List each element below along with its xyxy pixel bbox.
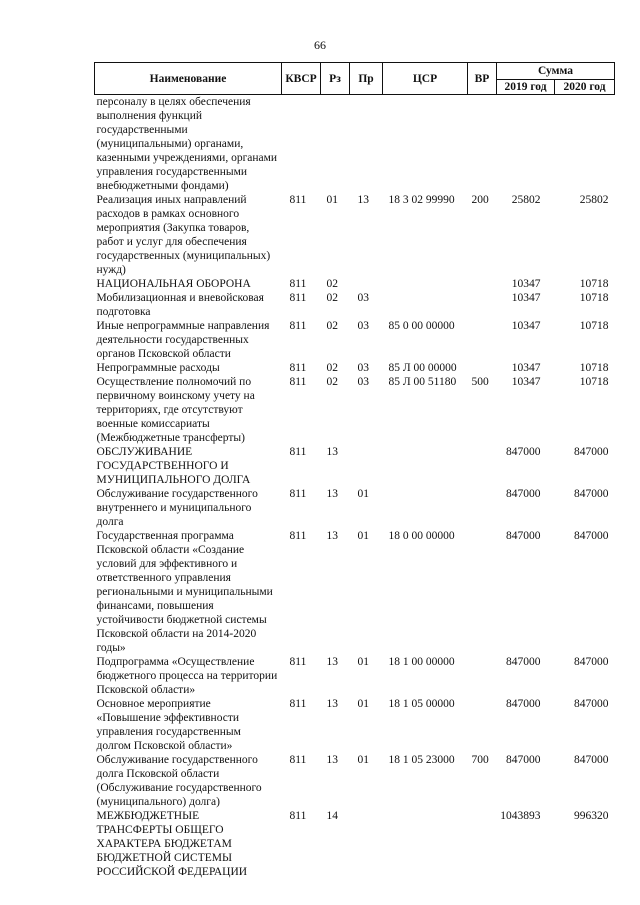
cell-name: НАЦИОНАЛЬНАЯ ОБОРОНА: [96, 278, 251, 290]
cell-csr: [383, 487, 468, 529]
header-year-2020: 2020 год: [555, 80, 615, 95]
table-row: [95, 753, 615, 809]
table-row: [95, 445, 615, 487]
cell-y2020: 10718: [579, 292, 609, 304]
cell-rz: 02: [326, 376, 338, 388]
cell-y2020: 996320: [574, 810, 609, 822]
cell-name: Обслуживание государственного долга Псковской области (Обслуживание государственного (муниципального) долга): [96, 754, 262, 808]
cell-csr: 18 1 00 00000: [388, 656, 455, 668]
cell-name: ОБСЛУЖИВАНИЕ ГОСУДАРСТВЕННОГО И МУНИЦИПАЛЬНОГО ДОЛГА: [96, 446, 251, 486]
cell-kvsr: 811: [289, 754, 307, 766]
cell-vr: [468, 655, 497, 697]
cell-kvsr: 811: [289, 530, 307, 542]
header-pr: Пр: [350, 63, 383, 95]
cell-kvsr: 811: [289, 320, 307, 332]
cell-vr: 700: [471, 754, 489, 766]
cell-rz: 13: [326, 656, 338, 668]
table-row: [95, 809, 615, 879]
cell-name: Реализация иных направлений расходов в рамках основного мероприятия (Закупка товаров, работ и услуг для обеспечения государственных (муниципальных) нужд): [96, 194, 271, 276]
cell-y2019: 847000: [506, 698, 541, 710]
cell-pr: [350, 277, 383, 291]
cell-vr: [468, 529, 497, 655]
table-row: [95, 375, 615, 445]
table-row: [95, 95, 615, 194]
cell-y2020: 847000: [574, 698, 609, 710]
cell-vr: [468, 361, 497, 375]
cell-name: Подпрограмма «Осуществление бюджетного процесса на территории Псковской области»: [96, 656, 278, 696]
cell-pr: 03: [357, 376, 369, 388]
cell-y2019: 1043893: [500, 810, 541, 822]
cell-name: Непрограммные расходы: [96, 362, 220, 374]
cell-pr: 01: [357, 754, 369, 766]
cell-name: персоналу в целях обеспечения выполнения функций государственными (муниципальными) органами, казенными учреждениями, органами управления государственными внебюджетными фондами): [96, 96, 278, 192]
table-row: [95, 655, 615, 697]
cell-csr: [383, 291, 468, 319]
cell-rz: 13: [326, 530, 338, 542]
table-row: [95, 697, 615, 753]
cell-vr: [468, 291, 497, 319]
cell-kvsr: 811: [289, 292, 307, 304]
cell-pr: 01: [357, 656, 369, 668]
header-kvsr: КВСР: [282, 63, 321, 95]
cell-pr: [350, 445, 383, 487]
cell-pr: 03: [357, 320, 369, 332]
cell-rz: 02: [326, 362, 338, 374]
cell-rz: 01: [326, 194, 338, 206]
cell-y2019: 10347: [511, 320, 541, 332]
cell-kvsr: 811: [289, 194, 307, 206]
cell-y2019: 25802: [511, 194, 541, 206]
cell-name: Государственная программа Псковской области «Создание условий для эффективного и ответственного управления региональными и муниципальными финансами, повышения устойчивости бюджетной системы Псковской области на 2014-2020 годы»: [96, 530, 273, 654]
cell-y2019: [497, 95, 555, 194]
cell-rz: 02: [326, 320, 338, 332]
header-rz: Рз: [321, 63, 350, 95]
cell-vr: [468, 487, 497, 529]
cell-csr: 18 1 05 23000: [388, 754, 455, 766]
cell-y2019: 847000: [506, 446, 541, 458]
cell-csr: 18 3 02 99990: [388, 194, 455, 206]
cell-y2020: 10718: [579, 278, 609, 290]
cell-y2019: 10347: [511, 292, 541, 304]
cell-vr: [468, 809, 497, 879]
cell-kvsr: 811: [289, 698, 307, 710]
cell-vr: [468, 95, 497, 194]
cell-kvsr: 811: [289, 362, 307, 374]
budget-table: [94, 62, 615, 879]
cell-csr: 18 1 05 00000: [388, 698, 455, 710]
cell-y2019: 10347: [511, 376, 541, 388]
cell-csr: [383, 445, 468, 487]
cell-y2019: 10347: [511, 278, 541, 290]
cell-pr: 03: [357, 362, 369, 374]
header-sum: Сумма: [497, 63, 615, 80]
cell-y2020: [555, 95, 615, 194]
header-vr: ВР: [468, 63, 497, 95]
cell-rz: 13: [326, 446, 338, 458]
cell-kvsr: 811: [289, 656, 307, 668]
cell-name: Обслуживание государственного внутреннего и муниципального долга: [96, 488, 258, 528]
cell-name: Осуществление полномочий по первичному воинскому учету на территориях, где отсутствуют военные комиссариаты (Межбюджетные трансферты): [96, 376, 255, 444]
cell-pr: 01: [357, 698, 369, 710]
cell-pr: 03: [357, 292, 369, 304]
header-year-2019: 2019 год: [497, 80, 555, 95]
cell-csr: 85 Л 00 51180: [388, 376, 457, 388]
cell-vr: [468, 319, 497, 361]
cell-pr: 01: [357, 530, 369, 542]
table-row: [95, 529, 615, 655]
table-row: [95, 193, 615, 277]
header-name: Наименование: [95, 63, 282, 95]
cell-y2020: 10718: [579, 376, 609, 388]
cell-pr: 01: [357, 488, 369, 500]
cell-csr: 18 0 00 00000: [388, 530, 455, 542]
cell-y2019: 847000: [506, 754, 541, 766]
cell-y2020: 10718: [579, 362, 609, 374]
cell-kvsr: 811: [289, 376, 307, 388]
cell-name: Мобилизационная и вневойсковая подготовка: [96, 292, 264, 318]
cell-y2019: 847000: [506, 488, 541, 500]
cell-vr: [468, 277, 497, 291]
cell-y2020: 847000: [574, 530, 609, 542]
cell-rz: 13: [326, 754, 338, 766]
header-csr: ЦСР: [383, 63, 468, 95]
cell-y2020: 10718: [579, 320, 609, 332]
table-row: [95, 291, 615, 319]
cell-csr: 85 Л 00 00000: [388, 362, 457, 374]
cell-csr: [383, 277, 468, 291]
cell-vr: [468, 445, 497, 487]
cell-name: МЕЖБЮДЖЕТНЫЕ ТРАНСФЕРТЫ ОБЩЕГО ХАРАКТЕРА БЮДЖЕТАМ БЮДЖЕТНОЙ СИСТЕМЫ РОССИЙСКОЙ ФЕДЕРАЦИИ: [96, 810, 248, 878]
cell-y2020: 847000: [574, 754, 609, 766]
cell-vr: 500: [471, 376, 489, 388]
cell-y2020: 847000: [574, 488, 609, 500]
cell-y2020: 847000: [574, 656, 609, 668]
table-row: [95, 319, 615, 361]
cell-vr: 200: [471, 194, 489, 206]
cell-kvsr: 811: [289, 488, 307, 500]
table-row: [95, 361, 615, 375]
cell-kvsr: 811: [289, 446, 307, 458]
cell-rz: 14: [326, 810, 338, 822]
page-number: 66: [314, 38, 326, 52]
cell-kvsr: 811: [289, 810, 307, 822]
cell-rz: [321, 95, 350, 194]
cell-csr: [383, 809, 468, 879]
cell-y2019: 10347: [511, 362, 541, 374]
cell-kvsr: 811: [289, 278, 307, 290]
cell-name: Иные непрограммные направления деятельности государственных органов Псковской области: [96, 320, 270, 360]
cell-pr: [350, 809, 383, 879]
cell-vr: [468, 697, 497, 753]
cell-y2020: 25802: [579, 194, 609, 206]
table-body: [95, 95, 615, 880]
cell-rz: 02: [326, 292, 338, 304]
cell-rz: 13: [326, 698, 338, 710]
cell-y2019: 847000: [506, 530, 541, 542]
cell-y2019: 847000: [506, 656, 541, 668]
cell-kvsr: [282, 95, 321, 194]
cell-rz: 02: [326, 278, 338, 290]
cell-rz: 13: [326, 488, 338, 500]
cell-y2020: 847000: [574, 446, 609, 458]
table-row: [95, 487, 615, 529]
table-row: [95, 277, 615, 291]
cell-name: Основное мероприятие «Повышение эффективности управления государственным долгом Псковской области»: [96, 698, 241, 752]
cell-pr: [350, 95, 383, 194]
cell-csr: [383, 95, 468, 194]
cell-csr: 85 0 00 00000: [388, 320, 455, 332]
cell-pr: 13: [357, 194, 369, 206]
